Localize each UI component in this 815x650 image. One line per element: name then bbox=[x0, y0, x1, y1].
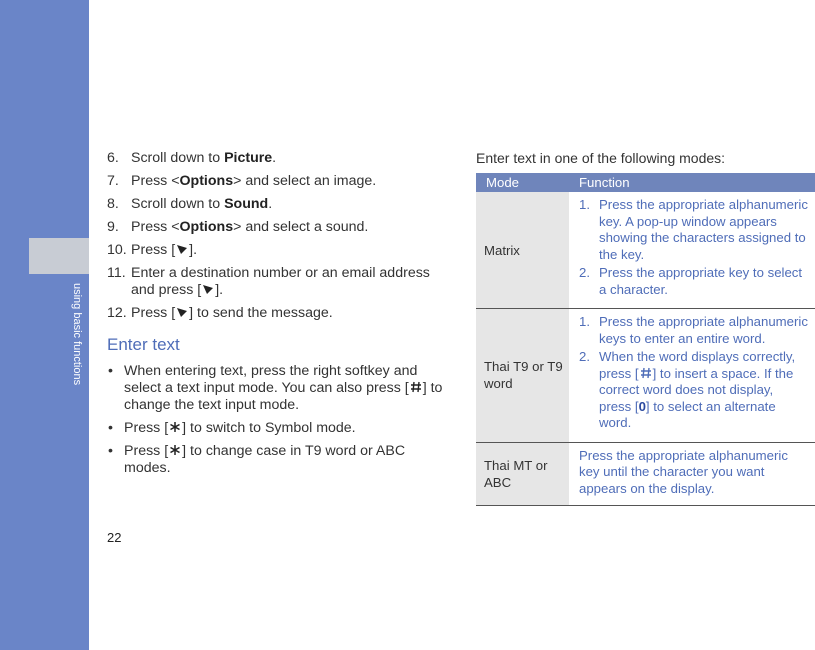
star-key-icon bbox=[168, 421, 182, 433]
step-12: 12. Press [ ] to send the message. bbox=[107, 305, 333, 321]
function-step: 1. Press the appropriate alphanumeric keys to enter an entire word. bbox=[579, 314, 808, 346]
modes-intro: Enter text in one of the following modes: bbox=[476, 150, 726, 166]
star-key-icon bbox=[168, 444, 182, 456]
hash-key-icon bbox=[409, 381, 423, 393]
function-cell bbox=[569, 192, 815, 309]
right-column bbox=[476, 150, 815, 506]
mode-cell: Matrix bbox=[476, 192, 569, 309]
bullet-item: • When entering text, press the right softkey and select a text input mode. You can also press [ ] to change the text input mode. bbox=[108, 363, 443, 413]
mode-cell: Thai MT or ABC bbox=[476, 442, 569, 506]
function-cell bbox=[569, 309, 815, 443]
bullet-item: • Press [ ] to change case in T9 word or ABC modes. bbox=[108, 443, 406, 476]
left-column bbox=[107, 150, 452, 483]
confirm-key-icon bbox=[175, 306, 189, 318]
step-8: 8. Scroll down to Sound. bbox=[107, 196, 273, 212]
section-tab bbox=[29, 238, 89, 274]
function-step: 2. When the word displays correctly, press [ ] to insert a space. If the correct word does not display, press [0] to select an alternate word. bbox=[579, 349, 796, 430]
bullet-item: • Press [ ] to switch to Symbol mode. bbox=[108, 420, 356, 436]
step-10: 10. Press [ ]. bbox=[107, 242, 198, 258]
table-row bbox=[476, 442, 815, 506]
section-heading: Enter text bbox=[107, 335, 180, 354]
function-cell: Press the appropriate alphanumeric key until the character you want appears on the display. bbox=[569, 442, 815, 506]
step-11: 11. Enter a destination number or an email address and press [ ]. bbox=[107, 265, 430, 298]
table-header bbox=[476, 173, 815, 192]
table-row bbox=[476, 192, 815, 309]
sidebar bbox=[0, 0, 89, 650]
page-number: 22 bbox=[107, 530, 122, 545]
function-step: 1. Press the appropriate alphanumeric key. A pop-up window appears showing the characters assigned to the key. bbox=[579, 197, 808, 262]
step-6: 6. Scroll down to Picture. bbox=[107, 150, 277, 166]
hash-key-icon bbox=[639, 367, 653, 379]
confirm-key-icon bbox=[175, 243, 189, 255]
header-function: Function bbox=[569, 173, 815, 192]
mode-cell: Thai T9 or T9 word bbox=[476, 309, 569, 443]
step-9: 9. Press <Options> and select a sound. bbox=[107, 219, 369, 235]
header-mode: Mode bbox=[476, 173, 569, 192]
confirm-key-icon bbox=[201, 283, 215, 295]
section-label: using basic functions bbox=[71, 283, 83, 386]
modes-table bbox=[476, 173, 815, 506]
step-7: 7. Press <Options> and select an image. bbox=[107, 173, 377, 189]
function-step: 2. Press the appropriate key to select a character. bbox=[579, 265, 803, 297]
table-row bbox=[476, 309, 815, 443]
